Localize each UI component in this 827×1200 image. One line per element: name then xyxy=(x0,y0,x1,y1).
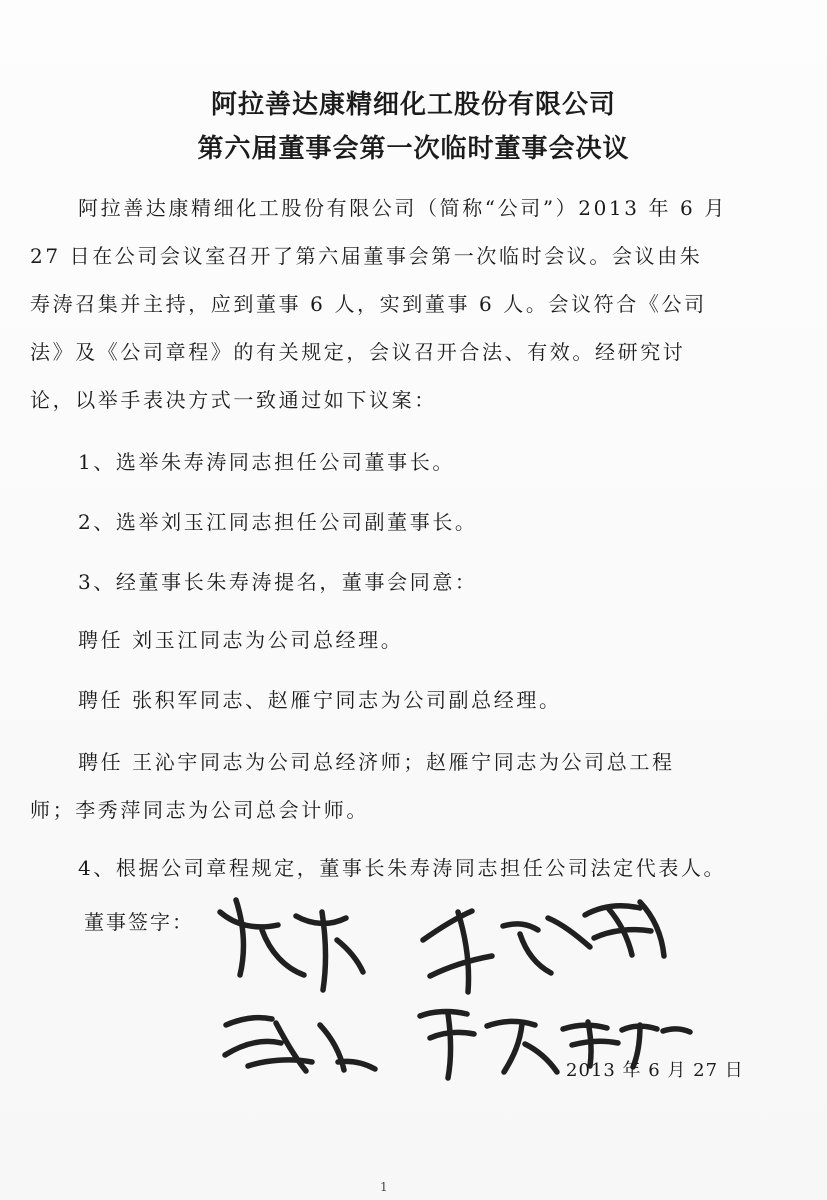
director-signatures xyxy=(0,880,827,1140)
director-signature-label: 董事签字： xyxy=(84,910,194,934)
signature-3 xyxy=(585,902,664,956)
intro-line-5: 论，以举手表决方式一致通过如下议案： xyxy=(30,388,437,412)
signature-date: 2013 年 6 月 27 日 xyxy=(566,1060,744,1081)
signature-1 xyxy=(220,900,363,990)
signature-4 xyxy=(225,1018,375,1071)
resolution-item-2: 2、选举刘玉江同志担任公司副董事长。 xyxy=(78,510,478,534)
signature-5 xyxy=(420,1012,557,1078)
page-number: 1 xyxy=(380,1180,388,1194)
appointment-general-manager: 聘任 刘玉江同志为公司总经理。 xyxy=(78,628,404,652)
intro-line-2: 27 日在公司会议室召开了第六届董事会第一次临时会议。会议由朱 xyxy=(30,244,703,268)
appointment-deputy-general-manager: 聘任 张积军同志、赵雁宁同志为公司副总经理。 xyxy=(78,688,562,712)
resolution-item-3: 3、经董事长朱寿涛提名，董事会同意： xyxy=(78,570,478,594)
resolution-item-4: 4、根据公司章程规定，董事长朱寿涛同志担任公司法定代表人。 xyxy=(78,856,727,880)
signature-2 xyxy=(423,911,590,992)
document-title-resolution: 第六届董事会第一次临时董事会决议 xyxy=(197,134,630,164)
document-title-company: 阿拉善达康精细化工股份有限公司 xyxy=(210,90,616,120)
intro-line-3: 寿涛召集并主持，应到董事 6 人，实到董事 6 人。会议符合《公司 xyxy=(30,292,707,316)
appointment-chief-economist-line-2: 师；李秀萍同志为公司总会计师。 xyxy=(30,798,369,822)
intro-line-4: 法》及《公司章程》的有关规定，会议召开合法、有效。经研究讨 xyxy=(30,340,686,364)
resolution-item-1: 1、选举朱寿涛同志担任公司董事长。 xyxy=(78,450,455,474)
intro-line-1: 阿拉善达康精细化工股份有限公司（简称“公司”）2013 年 6 月 xyxy=(78,196,727,220)
appointment-chief-economist-line-1: 聘任 王沁宇同志为公司总经济师；赵雁宁同志为公司总工程 xyxy=(78,750,675,774)
